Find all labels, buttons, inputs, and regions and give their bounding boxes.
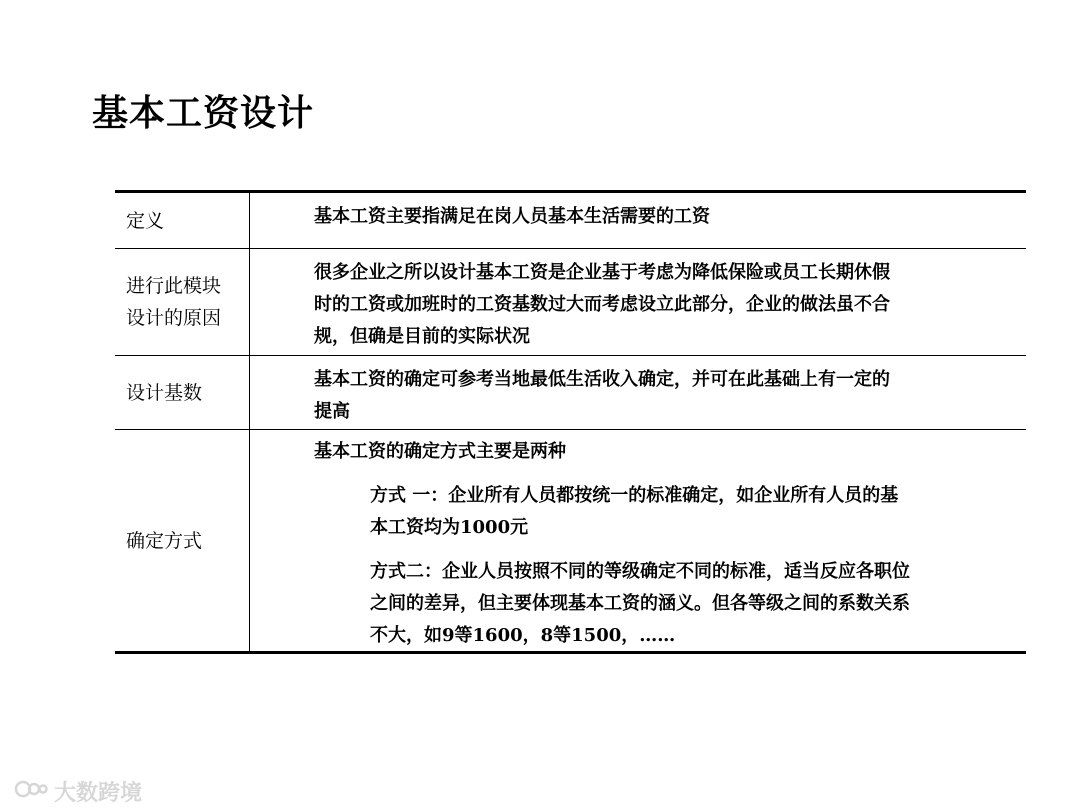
row-label: 定义 (115, 193, 250, 248)
content-line: 基本工资的确定可参考当地最低生活收入确定，并可在此基础上有一定的 (314, 369, 890, 390)
content-line: 规，但确是目前的实际状况 (314, 326, 530, 347)
content-line: 基本工资的确定方式主要是两种 (314, 441, 566, 462)
logo-mark-icon (14, 778, 48, 806)
watermark (14, 776, 142, 807)
row-content (250, 193, 1026, 248)
row-content (250, 249, 1026, 355)
content-line: 时的工资或加班时的工资基数过大而考虑设立此部分，企业的做法虽不合 (314, 294, 890, 315)
content-line: 方式二：企业人员按照不同的等级确定不同的标准，适当反应各职位 (370, 561, 910, 582)
row-label-line: 进行此模块 (126, 275, 222, 297)
watermark-text: 大数跨境 (54, 781, 143, 806)
content-line: 不大，如9等1600，8等1500，…… (370, 625, 676, 646)
method-two (314, 556, 1016, 652)
content-line: 基本工资主要指满足在岗人员基本生活需要的工资 (314, 206, 710, 227)
row-label: 确定方式 (115, 430, 250, 651)
row-content (250, 430, 1026, 651)
table-row-definition (115, 193, 1026, 249)
row-label-line: 设计的原因 (126, 307, 222, 329)
content-line: 很多企业之所以设计基本工资是企业基于考虑为降低保险或员工长期休假 (314, 262, 890, 283)
content-line: 方式 一：企业所有人员都按统一的标准确定，如企业所有人员的基 (370, 485, 899, 506)
table-row-base (115, 356, 1026, 430)
row-content (250, 356, 1026, 429)
method-one (314, 480, 1016, 544)
table-row-reason (115, 249, 1026, 356)
content-line: 提高 (314, 401, 350, 422)
salary-table (115, 190, 1026, 654)
row-label (115, 249, 250, 355)
table-row-method (115, 430, 1026, 651)
content-line: 之间的差异，但主要体现基本工资的涵义。但各等级之间的系数关系 (370, 593, 910, 614)
row-label: 设计基数 (115, 356, 250, 429)
content-line: 本工资均为1000元 (370, 517, 529, 538)
page-title: 基本工资设计 (92, 93, 315, 134)
